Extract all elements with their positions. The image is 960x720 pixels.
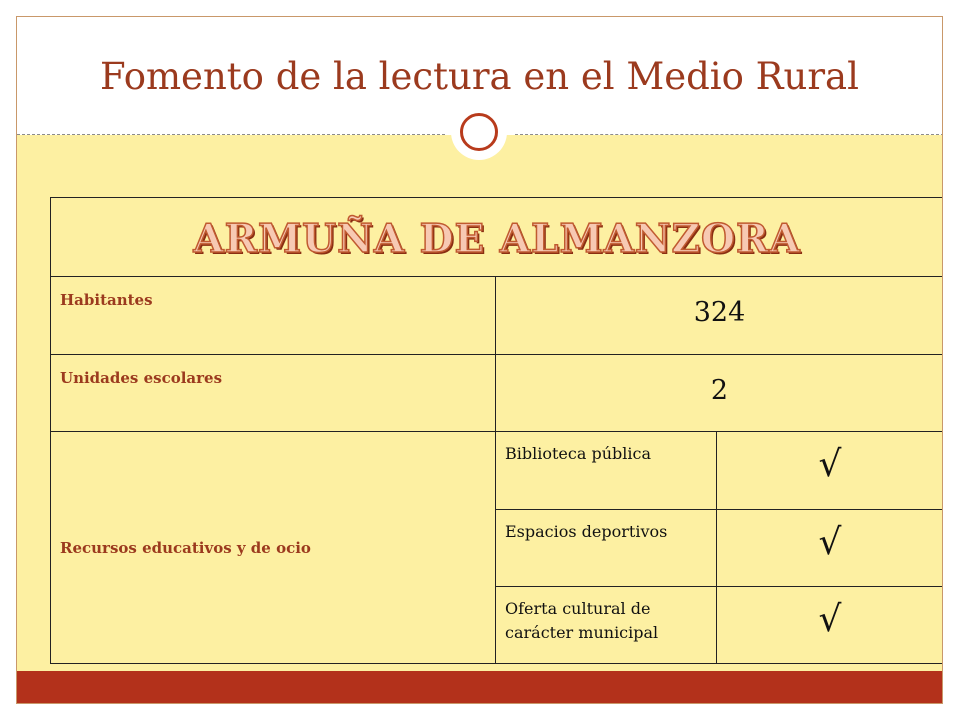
bottom-bar xyxy=(17,671,942,704)
row-label-cell xyxy=(51,355,496,432)
resource-label-cell xyxy=(496,510,717,587)
table-heading-row xyxy=(51,198,944,277)
check-mark-icon: √ xyxy=(818,522,842,563)
resource-label-cell xyxy=(496,432,717,510)
resource-label-cell xyxy=(496,587,717,664)
divider-line-right xyxy=(515,134,943,135)
row-value-cell xyxy=(496,355,944,432)
slide xyxy=(16,16,943,704)
check-mark-icon: √ xyxy=(818,444,842,485)
resource-label: Oferta cultural de carácter municipal xyxy=(505,599,659,642)
check-mark-icon: √ xyxy=(818,599,842,640)
row-value: 2 xyxy=(710,375,729,406)
resources-label-cell xyxy=(51,432,496,664)
table-row xyxy=(51,277,944,355)
row-label: Habitantes xyxy=(60,291,153,309)
info-table xyxy=(50,197,943,664)
slide-title: Fomento de la lectura en el Medio Rural xyxy=(100,55,859,98)
resource-mark-cell xyxy=(717,587,944,664)
resources-label: Recursos educativos y de ocio xyxy=(60,538,311,557)
row-value: 324 xyxy=(693,297,746,328)
row-label-cell xyxy=(51,277,496,355)
table-row xyxy=(51,432,944,510)
row-value-cell xyxy=(496,277,944,355)
heading-cell xyxy=(51,198,944,277)
resource-mark-cell xyxy=(717,510,944,587)
resource-mark-cell xyxy=(717,432,944,510)
row-label: Unidades escolares xyxy=(60,369,223,387)
divider-line-left xyxy=(17,134,445,135)
table-heading: ARMUÑA DE ALMANZORA xyxy=(193,216,801,262)
resource-label: Espacios deportivos xyxy=(505,522,668,541)
resource-label: Biblioteca pública xyxy=(505,444,651,463)
ring-ornament-icon xyxy=(460,113,498,151)
table-row xyxy=(51,355,944,432)
